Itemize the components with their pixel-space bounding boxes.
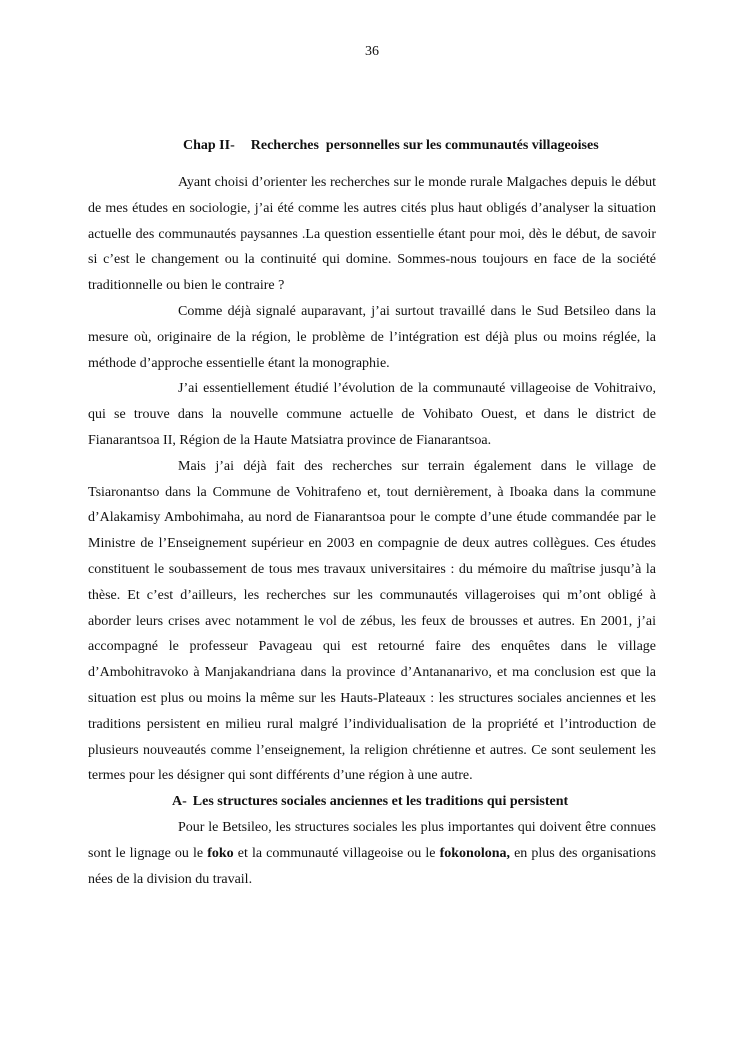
final-paragraph-part1: Pour le Betsileo, les structures sociales les plus importantes qui doivent être connues sont le lignage ou le <box>88 819 656 861</box>
body-text <box>88 170 656 892</box>
paragraph: J’ai essentiellement étudié l’évolution de la communauté villageoise de Vohitraivo, qui se trouve dans la nouvelle commune actuelle de Vohibato Ouest, et dans le district de Fianarantsoa II, Région de la Haute Matsiatra province de Fianarantsoa. <box>88 381 656 448</box>
page-number: 36 <box>365 44 379 59</box>
paragraph: Ayant choisi d’orienter les recherches sur le monde rurale Malgaches depuis le début de mes études en sociologie, j’ai été comme les autres cités plus haut obligés d’analyser la situation actuelle des communautés paysannes .La question essentielle étant pour moi, dès le début, de savoir si c’est le changement ou la continuité qui domine. Sommes-nous toujours en face de la société traditionnelle ou bien le contraire ? <box>88 175 656 294</box>
section-label: A- <box>172 794 187 810</box>
chapter-title: Recherches personnelles sur les communautés villageoises <box>250 138 599 153</box>
paragraph: Mais j’ai déjà fait des recherches sur terrain également dans le village de Tsiaronantso dans la Commune de Vohitrafeno et, tout dernièrement, à Iboaka dans la commune d’Alakamisy Ambohimaha, au nord de Fianarantsoa pour le compte d’une étude commandée par le Ministre de l’Enseignement supérieur en 2003 en compagnie de deux autres collègues. Ces études constituent le soubassement de tous mes travaux universitaires : du mémoire du maîtrise jusqu’à la thèse. Et c’est d’ailleurs, les recherches sur les communautés villageroises qui m’ont obligé à aborder leurs crises avec notamment le vol de zébus, les feux de brousses et autres. En 2001, j’ai accompagné le professeur Pavageau qui est retourné faire des enquêtes dans le village d’Ambohitravoko à Manjakandriana dans la province d’Antananarivo, et ma conclusion est que la situation est plus ou moins la même sur les Hauts-Plateaux : les structures sociales anciennes et les traditions persistent en milieu rural malgré l’individualisation de la propriété et l’introduction de plusieurs nouveautés comme l’enseignement, la religion chrétienne et autres. Ce sont seulement les termes pour les désigner qui sont différents d’une région à une autre. <box>88 458 656 784</box>
final-paragraph-part2: et la communauté villageoise ou le <box>233 845 440 861</box>
final-paragraph <box>88 815 656 892</box>
chapter-heading <box>183 138 599 154</box>
term-foko: foko <box>207 845 234 861</box>
section-title: Les structures sociales anciennes et les traditions qui persistent <box>192 794 569 810</box>
chapter-label: Chap II- <box>183 138 235 153</box>
paragraph: Comme déjà signalé auparavant, j’ai surtout travaillé dans le Sud Betsileo dans la mesure où, originaire de la région, le problème de l’intégration est déjà plus ou moins réglée, la méthode d’approche essentielle étant la monographie. <box>88 303 656 371</box>
final-paragraph-part3: en plus des organisations nées de la division du travail. <box>88 845 656 887</box>
term-fokonolona: fokonolona, <box>439 845 510 861</box>
section-heading <box>88 789 656 815</box>
